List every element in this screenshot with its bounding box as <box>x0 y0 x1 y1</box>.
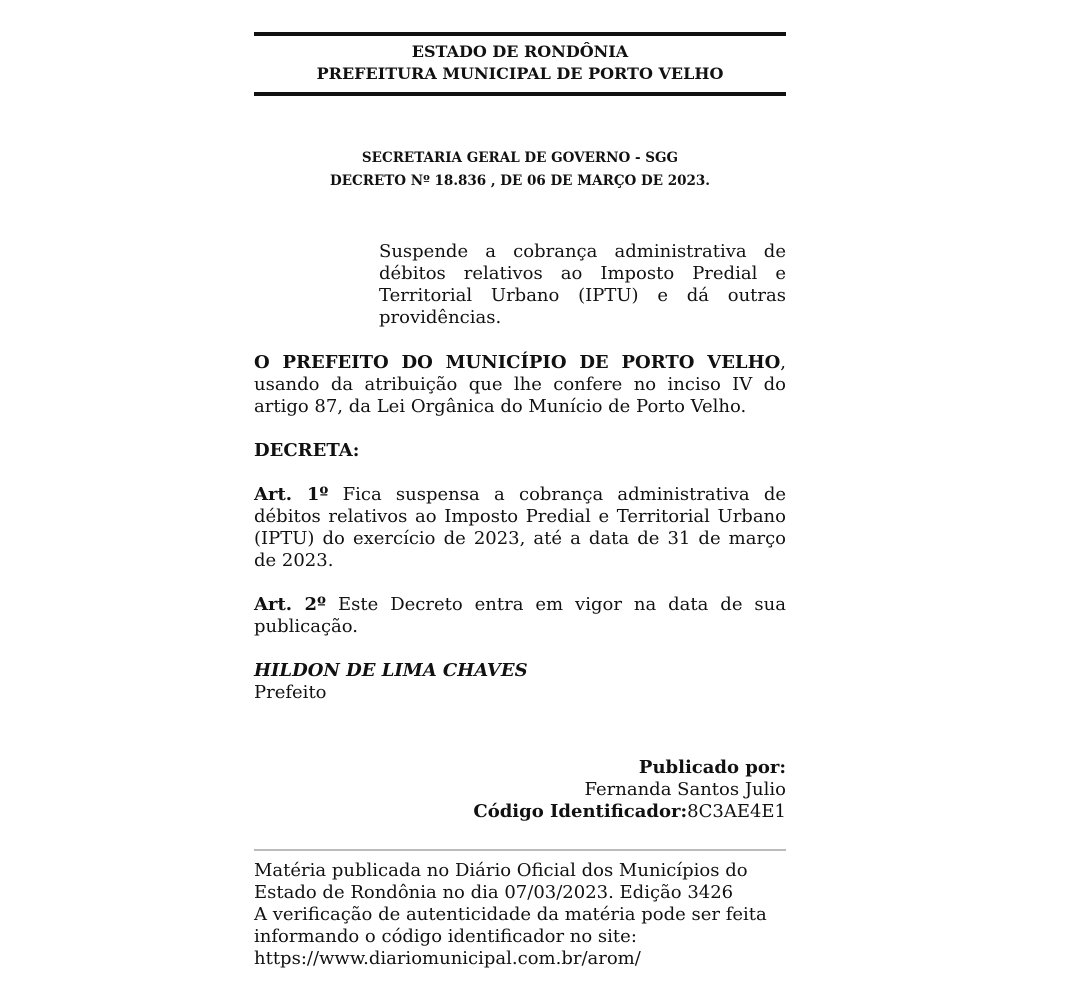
identifier-code-label: Código Identificador: <box>473 801 688 822</box>
published-by-label: Publicado por: <box>638 757 786 778</box>
decreta-heading: DECRETA: <box>254 440 360 461</box>
publication-block <box>254 757 786 823</box>
footer-publication-note: Matéria publicada no Diário Oficial dos Municípios do Estado de Rondônia no dia 07/03/2023. Edição 3426 <box>254 860 748 903</box>
article-1-label: Art. 1º <box>254 484 329 505</box>
article-2-label: Art. 2º <box>254 594 327 615</box>
article-2 <box>254 594 786 638</box>
decree-number: DECRETO Nº 18.836 , DE 06 DE MARÇO DE 2023. <box>329 173 710 189</box>
preamble-text: , usando da atribuição que lhe confere no inciso IV do artigo 87, da Lei Orgânica do Munício de Porto Velho. <box>254 352 786 417</box>
article-2-text: Este Decreto entra em vigor na data de sua publicação. <box>254 594 786 637</box>
document <box>254 32 786 970</box>
signer-name: HILDON DE LIMA CHAVES <box>254 660 528 681</box>
preamble <box>254 352 786 418</box>
document-header <box>254 32 786 96</box>
preamble-authority: O PREFEITO DO MUNICÍPIO DE PORTO VELHO <box>254 352 781 373</box>
state-name: ESTADO DE RONDÔNIA <box>411 42 629 61</box>
publication-footer <box>254 849 786 970</box>
footer-verification-note: A verificação de autenticidade da matéria pode ser feita informando o código identificador no site: <box>254 904 767 947</box>
department-name: SECRETARIA GERAL DE GOVERNO - SGG <box>361 150 679 166</box>
identifier-code: 8C3AE4E1 <box>687 801 786 822</box>
verification-url[interactable]: https://www.diariomunicipal.com.br/arom/ <box>254 948 641 969</box>
article-1 <box>254 484 786 572</box>
decree-heading <box>254 147 786 193</box>
identifier-code-line <box>254 801 786 823</box>
city-hall-name: PREFEITURA MUNICIPAL DE PORTO VELHO <box>316 64 724 83</box>
publisher-name: Fernanda Santos Julio <box>584 779 786 800</box>
signer-role: Prefeito <box>254 682 327 703</box>
ementa: Suspende a cobrança administrativa de débitos relativos ao Imposto Predial e Territorial Urbano (IPTU) e dá outras providências. <box>379 241 786 328</box>
article-1-text: Fica suspensa a cobrança administrativa de débitos relativos ao Imposto Predial e Territorial Urbano (IPTU) do exercício de 2023, até a data de 31 de março de 2023. <box>254 484 786 571</box>
signature-block <box>254 660 786 704</box>
